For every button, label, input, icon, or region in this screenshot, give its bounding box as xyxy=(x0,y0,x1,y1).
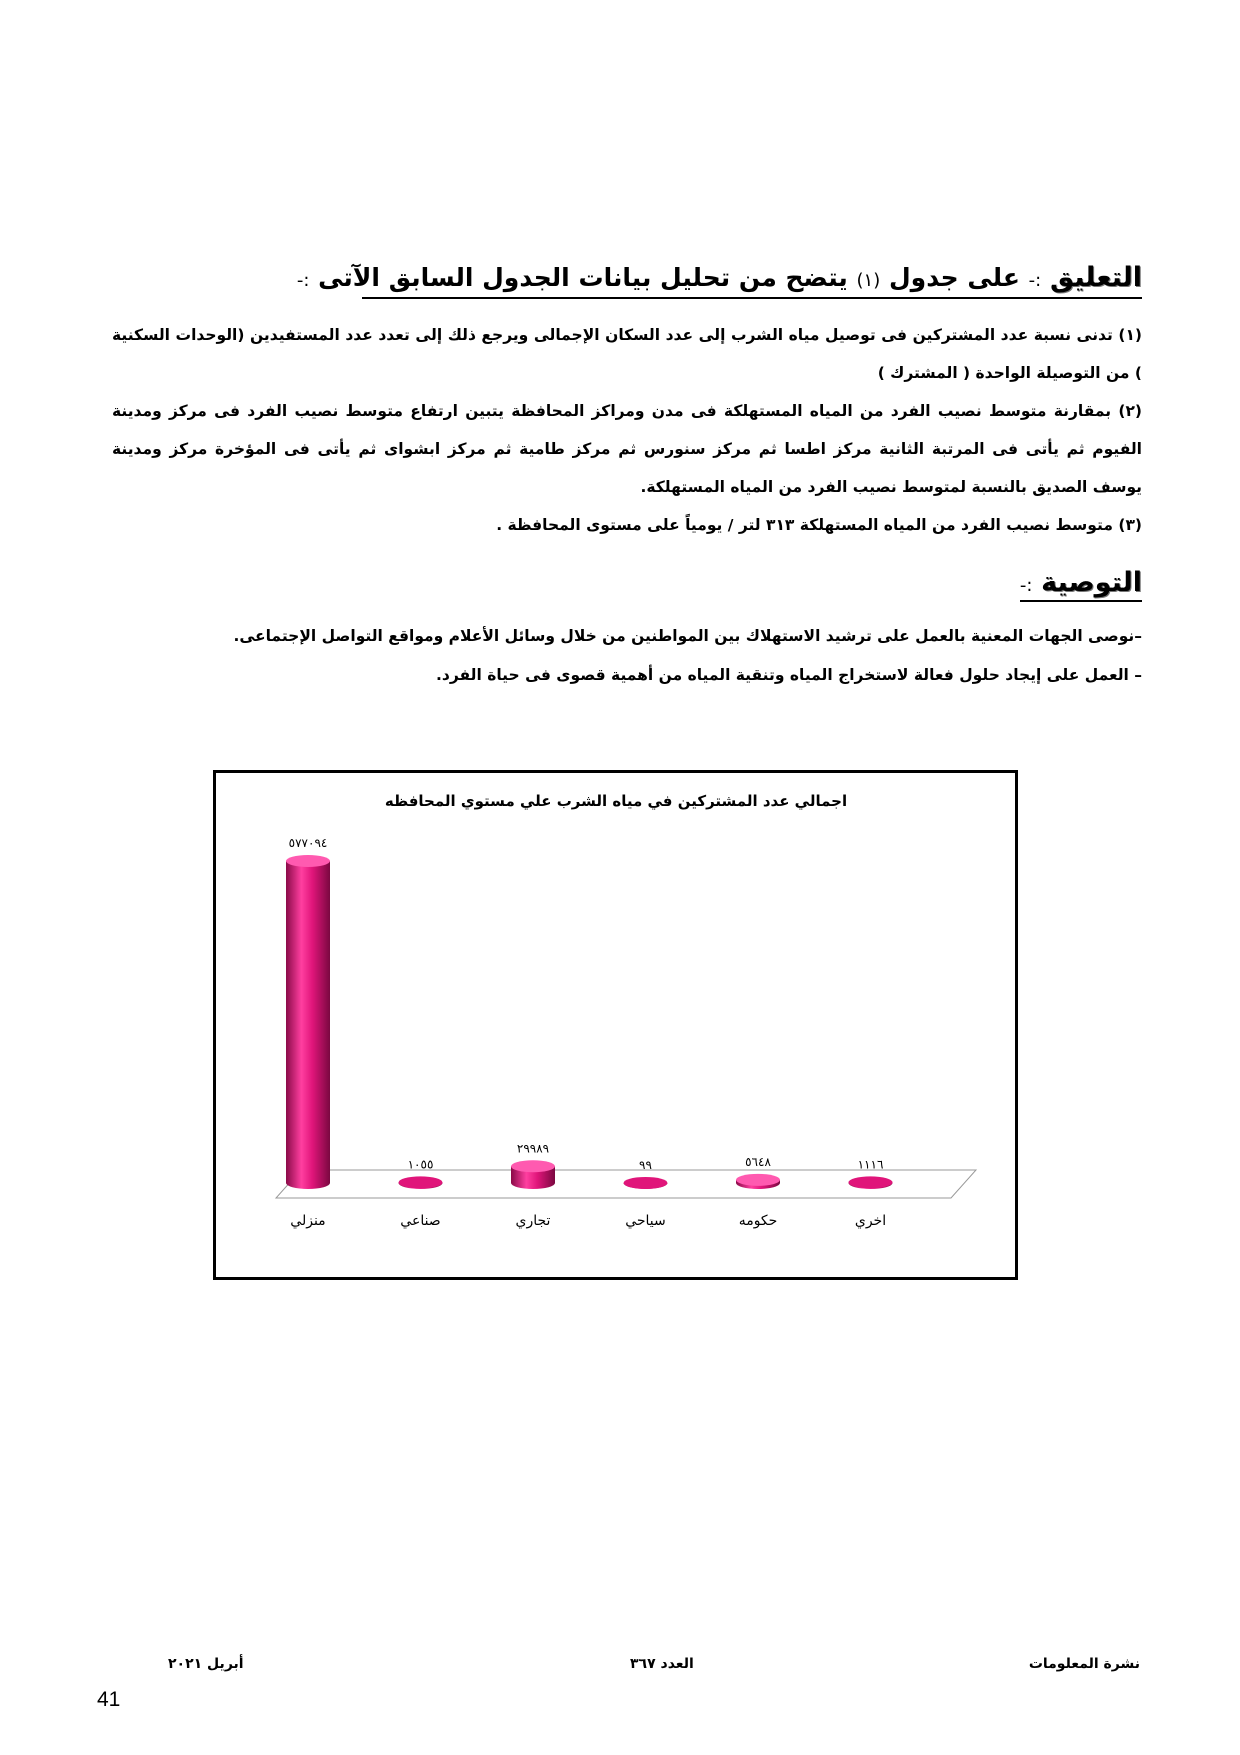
chart-bars xyxy=(286,855,893,1189)
value-label-4: ٩٩ xyxy=(639,1157,652,1172)
chart-category-labels xyxy=(290,1213,886,1229)
value-label-5: ٥٦٤٨ xyxy=(745,1154,771,1169)
value-label-6: ١١١٦ xyxy=(857,1157,884,1172)
bar-top-3 xyxy=(511,1160,555,1172)
footer-issue: العدد ٣٦٧ xyxy=(630,1656,694,1672)
recommendation-body xyxy=(112,617,1142,695)
comment-heading-part2: يتضح من تحليل بيانات الجدول السابق الآتى xyxy=(318,263,848,292)
category-label-1: منزلي xyxy=(290,1213,326,1229)
recommendation-heading-label: التوصية xyxy=(1041,567,1142,598)
category-label-6: اخري xyxy=(854,1213,887,1229)
comment-heading-number: (١) xyxy=(856,270,881,291)
comment-heading-separator: :- xyxy=(1028,270,1042,291)
category-label-2: صناعي xyxy=(400,1213,441,1229)
page-number: 41 xyxy=(97,1688,121,1711)
comment-heading xyxy=(296,262,1142,299)
bar-top-1 xyxy=(286,855,330,867)
chart-value-labels xyxy=(289,836,884,1172)
chart-title: اجمالي عدد المشتركين في مياه الشرب علي مستوي المحافظه xyxy=(384,792,848,810)
bar-top-5 xyxy=(736,1174,780,1186)
bar-top-6 xyxy=(849,1176,893,1188)
category-label-4: سياحي xyxy=(625,1213,666,1229)
category-label-3: تجاري xyxy=(515,1213,551,1229)
footer-publication: نشرة المعلومات xyxy=(1028,1656,1140,1672)
value-label-3: ٢٩٩٨٩ xyxy=(516,1141,550,1156)
value-label-2: ١٠٥٥ xyxy=(407,1157,434,1172)
chart-svg xyxy=(216,773,1015,1277)
subscribers-chart xyxy=(213,770,1018,1280)
comment-paragraph-3: (٣) متوسط نصيب الفرد من المياه المستهلكة ٣١٣ لتر / يومياً على مستوى المحافظة . xyxy=(496,516,1142,534)
comment-heading-part1: على جدول xyxy=(888,263,1020,292)
value-label-1: ٥٧٧٠٩٤ xyxy=(288,836,328,850)
comment-paragraph-2: (٢) بمقارنة متوسط نصيب الفرد من المياه المستهلكة فى مدن ومراكز المحافظة يتبين ارتفاع متوسط نصيب الفرد فى مركز ومدينة الفيوم ثم يأتى فى المرتبة الثانية مركز اطسا ثم مركز سنورس ثم مركز طامية ثم مركز ابشواى ثم يأتى فى المؤخرة مركز ومدينة يوسف الصديق بالنسبة لمتوسط نصيب الفرد من المياه المستهلكة. xyxy=(112,402,1142,496)
comment-heading-end: :- xyxy=(296,270,310,291)
recommendation-item-1: –نوصى الجهات المعنية بالعمل على ترشيد الاستهلاك بين المواطنين من خلال وسائل الأعلام ومواقع التواصل الإجتماعى. xyxy=(233,627,1142,645)
comment-heading-label: التعليق xyxy=(1049,262,1142,293)
category-label-5: حكومه xyxy=(738,1213,778,1229)
bar-top-4 xyxy=(624,1177,668,1189)
footer-date: أبريل ٢٠٢١ xyxy=(168,1656,244,1672)
recommendation-heading-separator: :- xyxy=(1019,575,1033,596)
comment-body xyxy=(112,316,1142,544)
recommendation-heading xyxy=(1020,567,1142,602)
comment-paragraph-1: (١) تدنى نسبة عدد المشتركين فى توصيل مياه الشرب إلى عدد السكان الإجمالى ويرجع ذلك إلى تعدد عدد المستفيدين (الوحدات السكنية ) من التوصيلة الواحدة ( المشترك ) xyxy=(112,326,1142,382)
bar-top-2 xyxy=(399,1176,443,1188)
recommendation-item-2: – العمل على إيجاد حلول فعالة لاستخراج المياه وتنقية المياه من أهمية قصوى فى حياة الفرد. xyxy=(436,666,1142,684)
bar-1 xyxy=(286,861,330,1189)
